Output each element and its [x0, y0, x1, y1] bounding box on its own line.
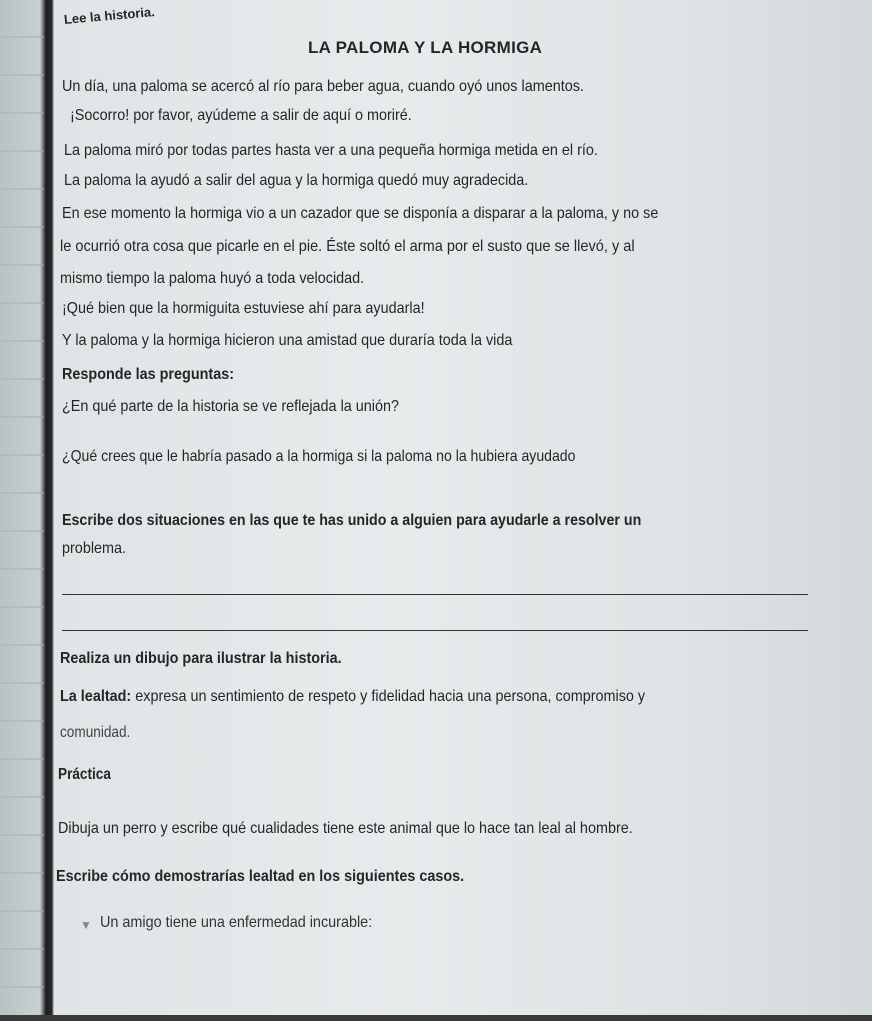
story-line: Un día, una paloma se acercó al río para beber agua, cuando oyó unos lamentos.: [62, 78, 584, 95]
loyalty-cases-heading: Escribe cómo demostrarías lealtad en los siguientes casos.: [56, 868, 465, 885]
story-title: LA PALOMA Y LA HORMIGA: [308, 38, 543, 57]
task-line-1: Escribe dos situaciones en las que te has unido a alguien para ayudarle a resolver un: [62, 512, 642, 529]
task-line-2: problema.: [62, 540, 127, 557]
story-line: La paloma la ayudó a salir del agua y la hormiga quedó muy agradecida.: [64, 172, 529, 189]
story-line: le ocurrió otra cosa que picarle en el pie. Éste soltó el arma por el susto que se llevó, y al: [60, 238, 635, 255]
story-line: En ese momento la hormiga vio a un cazador que se disponía a disparar a la paloma, y no se: [62, 205, 659, 222]
loyalty-definition-cont: comunidad.: [60, 724, 131, 741]
practice-heading: Práctica: [58, 766, 111, 783]
question-2: ¿Qué crees que le habría pasado a la hormiga si la paloma no la hubiera ayudado: [62, 448, 576, 465]
story-line: ¡Qué bien que la hormiguita estuviese ahí para ayudarla!: [62, 300, 425, 317]
drawing-task: Realiza un dibujo para ilustrar la historia.: [60, 650, 342, 667]
story-line: ¡Socorro! por favor, ayúdeme a salir de aquí o moriré.: [70, 107, 412, 124]
story-line: mismo tiempo la paloma huyó a toda velocidad.: [60, 270, 365, 287]
bullet-icon: ▼: [80, 918, 92, 932]
page-edge: [0, 1015, 872, 1021]
questions-heading: Responde las preguntas:: [62, 366, 235, 383]
story-line: Y la paloma y la hormiga hicieron una amistad que duraría toda la vida: [62, 332, 513, 349]
story-line: La paloma miró por todas partes hasta ver a una pequeña hormiga metida en el río.: [64, 142, 598, 159]
notebook-background: [0, 0, 44, 1021]
answer-line: [62, 594, 808, 595]
answer-line: [62, 630, 808, 631]
loyalty-definition: [60, 688, 645, 706]
loyalty-term: La lealtad:: [60, 688, 132, 705]
instruction: Lee la historia.: [63, 4, 156, 27]
question-1: ¿En qué parte de la historia se ve reflejada la unión?: [62, 398, 400, 415]
dog-task: Dibuja un perro y escribe qué cualidades tiene este animal que lo hace tan leal al hombre.: [58, 820, 633, 837]
case-1: Un amigo tiene una enfermedad incurable:: [100, 914, 373, 931]
loyalty-definition-text: expresa un sentimiento de respeto y fidelidad hacia una persona, compromiso y: [135, 688, 646, 705]
